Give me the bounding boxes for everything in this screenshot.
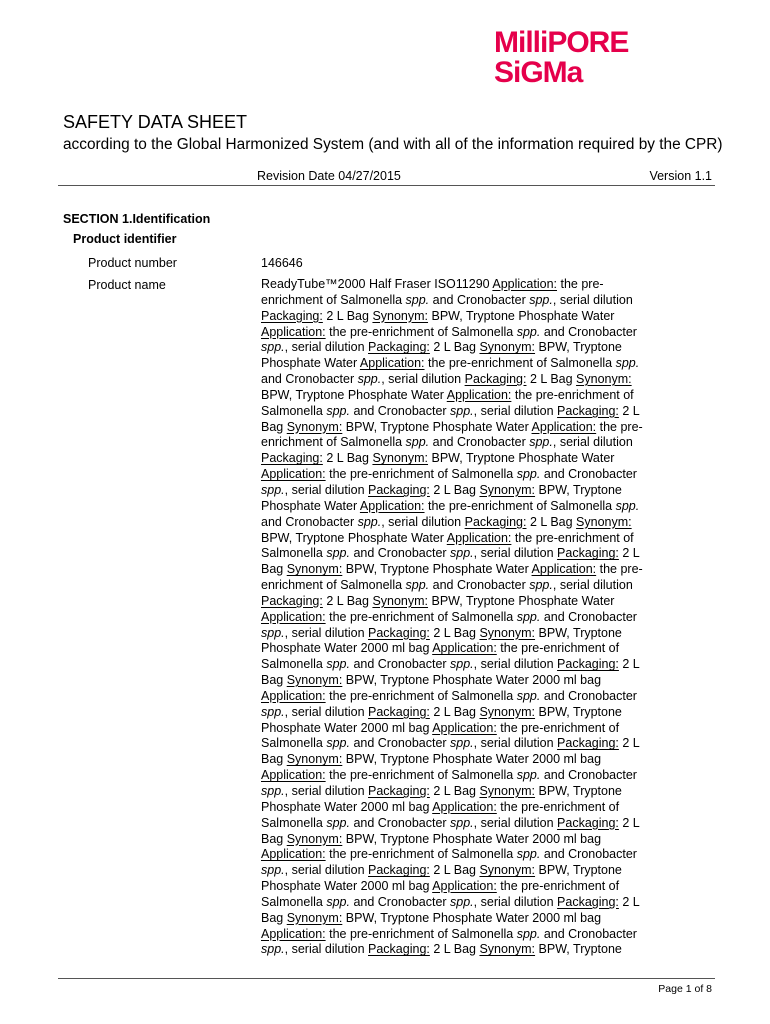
product-name-line (261, 578, 661, 594)
product-name-line (261, 816, 661, 832)
text-run: 2 L Bag (429, 482, 480, 497)
text-run: enrichment of Salmonella (261, 578, 406, 593)
text-run: 2 L Bag (429, 863, 480, 878)
field-label: Synonym: (286, 562, 343, 577)
italic-term: spp. (450, 894, 474, 909)
italic-term: spp. (326, 546, 350, 561)
text-run: 2 L (618, 657, 640, 672)
text-run: Phosphate Water 2000 ml bag (261, 720, 433, 735)
text-run: 2 L (618, 894, 640, 909)
field-label: Synonym: (479, 625, 536, 640)
text-run: , serial dilution (473, 815, 558, 830)
text-run: , serial dilution (284, 784, 369, 798)
italic-term: spp. (450, 815, 474, 830)
text-run: Phosphate Water 2000 ml bag (261, 641, 433, 656)
text-run: BPW, Tryptone Phosphate Water (342, 419, 532, 434)
text-run: 2 L Bag (429, 704, 480, 719)
italic-term: spp. (615, 498, 640, 513)
italic-term: spp. (516, 847, 541, 862)
text-run: 2 L Bag (526, 372, 577, 387)
text-run: and Cronobacter (349, 736, 451, 751)
italic-term: spp. (529, 292, 553, 307)
product-name-line (261, 515, 661, 531)
footer-divider (58, 978, 715, 979)
text-run: and Cronobacter (349, 815, 451, 830)
italic-term: spp. (516, 467, 541, 482)
text-run: the pre-enrichment of (496, 641, 620, 656)
text-run: the pre-enrichment of (511, 530, 634, 545)
text-run: and Cronobacter (540, 324, 637, 339)
text-run: , serial dilution (473, 894, 558, 909)
text-run: and Cronobacter (261, 514, 358, 529)
italic-term: spp. (261, 784, 285, 798)
text-run: Salmonella (261, 546, 327, 561)
product-name-line (261, 927, 661, 943)
text-run: , serial dilution (552, 292, 633, 307)
italic-term: spp. (326, 815, 350, 830)
product-name-line (261, 673, 661, 689)
field-label: Synonym: (479, 340, 536, 355)
logo-line-2: SiGMa (494, 56, 583, 86)
logo-line-1: MilliPORE (494, 26, 629, 59)
text-run: , serial dilution (552, 578, 633, 593)
field-label: Packaging: (557, 894, 619, 909)
italic-term: spp. (261, 340, 285, 355)
text-run: Bag (261, 419, 287, 434)
italic-term: spp. (516, 324, 541, 339)
text-run: and Cronobacter (540, 847, 637, 862)
field-label: Synonym: (576, 514, 632, 529)
product-name-line (261, 705, 661, 721)
page-number: Page 1 of 8 (658, 983, 712, 995)
product-name-line (261, 467, 661, 483)
text-run: BPW, Tryptone (535, 625, 622, 640)
field-label: Application: (359, 356, 425, 371)
text-run: Bag (261, 910, 287, 925)
field-label: Synonym: (286, 419, 343, 434)
product-name-line (261, 340, 661, 356)
text-run: BPW, Tryptone Phosphate Water 2000 ml bag (342, 752, 602, 767)
text-run: the pre-enrichment of Salmonella (325, 324, 517, 339)
text-run: BPW, Tryptone (535, 340, 622, 355)
italic-term: spp. (529, 578, 553, 593)
text-run: , serial dilution (381, 514, 465, 529)
italic-term: spp. (450, 736, 474, 751)
field-label: Application: (261, 768, 326, 783)
field-label: Application: (446, 387, 512, 402)
field-label: Packaging: (557, 815, 619, 830)
product-name-line (261, 531, 661, 547)
text-run: the pre-enrichment of (496, 799, 620, 814)
text-run: BPW, Tryptone (535, 942, 622, 957)
text-run: the pre-enrichment of (496, 879, 620, 894)
product-name-value (261, 277, 661, 958)
italic-term: spp. (326, 403, 350, 418)
text-run: the pre- (557, 277, 604, 291)
field-label: Synonym: (479, 784, 536, 798)
text-run: and Cronobacter (261, 372, 358, 387)
italic-term: spp. (516, 688, 541, 703)
product-name-line (261, 435, 661, 451)
text-run: BPW, Tryptone Phosphate Water 2000 ml bag (342, 910, 602, 925)
product-name-line (261, 309, 661, 325)
product-name-line (261, 388, 661, 404)
product-name-line (261, 483, 661, 499)
text-run: , serial dilution (284, 482, 369, 497)
text-run: and Cronobacter (349, 894, 451, 909)
text-run: Bag (261, 831, 287, 846)
field-label: Application: (261, 688, 326, 703)
text-run: Phosphate Water (261, 498, 360, 513)
text-run: the pre-enrichment of (496, 720, 620, 735)
italic-term: spp. (516, 768, 541, 783)
text-run: the pre-enrichment of Salmonella (325, 688, 517, 703)
text-run: 2 L (618, 546, 640, 561)
product-name-line (261, 293, 661, 309)
text-run: Phosphate Water (261, 356, 360, 371)
product-number-label: Product number (88, 256, 177, 270)
text-run: 2 L Bag (322, 308, 373, 323)
product-name-line (261, 879, 661, 895)
text-run: 2 L (618, 815, 640, 830)
text-run: and Cronobacter (540, 768, 637, 783)
italic-term: spp. (405, 435, 430, 450)
text-run: the pre-enrichment of Salmonella (325, 768, 517, 783)
italic-term: spp. (261, 704, 285, 719)
product-name-line (261, 356, 661, 372)
section-heading: SECTION 1.Identification (63, 212, 211, 226)
header-divider (58, 185, 715, 186)
text-run: , serial dilution (473, 736, 558, 751)
text-run: the pre-enrichment of Salmonella (424, 356, 616, 371)
product-name-line (261, 404, 661, 420)
product-name-line (261, 626, 661, 642)
text-run: the pre-enrichment of Salmonella (325, 926, 517, 941)
field-label: Packaging: (557, 657, 619, 672)
product-name-line (261, 325, 661, 341)
text-run: Bag (261, 562, 287, 577)
italic-term: spp. (261, 942, 285, 957)
text-run: Salmonella (261, 403, 327, 418)
product-name-line (261, 594, 661, 610)
italic-term: spp. (261, 863, 285, 878)
field-label: Synonym: (372, 593, 429, 608)
text-run: enrichment of Salmonella (261, 435, 406, 450)
field-label: Application: (261, 609, 326, 624)
text-run: the pre-enrichment of Salmonella (325, 467, 517, 482)
italic-term: spp. (615, 356, 640, 371)
field-label: Packaging: (368, 863, 430, 878)
text-run: , serial dilution (473, 546, 558, 561)
text-run: , serial dilution (284, 863, 369, 878)
field-label: Application: (432, 879, 497, 894)
text-run: BPW, Tryptone Phosphate Water (428, 593, 615, 608)
field-label: Application: (261, 324, 326, 339)
field-label: Application: (261, 467, 326, 482)
italic-term: spp. (516, 609, 541, 624)
field-label: Synonym: (479, 863, 536, 878)
text-run: Salmonella (261, 815, 327, 830)
text-run: and Cronobacter (540, 609, 637, 624)
text-run: BPW, Tryptone (535, 482, 622, 497)
text-run: and Cronobacter (349, 403, 451, 418)
text-run: 2 L Bag (322, 451, 373, 466)
text-run: Salmonella (261, 657, 327, 672)
field-label: Synonym: (576, 372, 632, 387)
product-name-line (261, 800, 661, 816)
text-run: Phosphate Water 2000 ml bag (261, 879, 433, 894)
field-label: Synonym: (479, 704, 536, 719)
text-run: 2 L Bag (429, 625, 480, 640)
text-run: the pre-enrichment of Salmonella (325, 609, 517, 624)
text-run: the pre- (596, 419, 643, 434)
product-name-line (261, 832, 661, 848)
product-name-label: Product name (88, 278, 166, 292)
field-label: Application: (432, 720, 497, 735)
text-run: 2 L (618, 736, 640, 751)
italic-term: spp. (261, 482, 285, 497)
field-label: Packaging: (261, 451, 323, 466)
product-name-line (261, 372, 661, 388)
text-run: and Cronobacter (429, 435, 530, 450)
text-run: , serial dilution (473, 403, 558, 418)
product-number-value: 146646 (261, 256, 303, 270)
text-run: BPW, Tryptone Phosphate Water (261, 530, 447, 545)
field-label: Packaging: (557, 403, 619, 418)
field-label: Synonym: (286, 910, 343, 925)
text-run: , serial dilution (284, 942, 369, 957)
field-label: Synonym: (479, 482, 536, 497)
field-label: Synonym: (372, 451, 429, 466)
revision-date: Revision Date 04/27/2015 (257, 169, 401, 183)
field-label: Packaging: (368, 704, 430, 719)
italic-term: spp. (326, 736, 350, 751)
document-title: SAFETY DATA SHEET (63, 112, 248, 132)
text-run: the pre-enrichment of (511, 387, 634, 402)
italic-term: spp. (326, 894, 350, 909)
millipore-sigma-logo (494, 24, 718, 86)
italic-term: spp. (450, 546, 474, 561)
text-run: 2 L Bag (526, 514, 577, 529)
field-label: Packaging: (368, 942, 430, 957)
text-run: BPW, Tryptone Phosphate Water (428, 451, 615, 466)
product-name-line (261, 768, 661, 784)
product-name-line (261, 784, 661, 800)
field-label: Application: (531, 562, 597, 577)
field-label: Packaging: (368, 625, 430, 640)
text-run: BPW, Tryptone (535, 704, 622, 719)
product-name-line (261, 546, 661, 562)
text-run: 2 L Bag (429, 340, 480, 355)
field-label: Application: (432, 641, 497, 656)
field-label: Application: (446, 530, 512, 545)
text-run: and Cronobacter (429, 578, 530, 593)
field-label: Application: (261, 847, 326, 862)
text-run: ReadyTube™2000 Half Fraser ISO11290 (261, 277, 493, 291)
field-label: Packaging: (557, 546, 619, 561)
text-run: , serial dilution (284, 340, 369, 355)
text-run: 2 L Bag (322, 593, 373, 608)
product-name-line (261, 657, 661, 673)
text-run: Salmonella (261, 894, 327, 909)
text-run: BPW, Tryptone Phosphate Water (342, 562, 532, 577)
product-name-line (261, 641, 661, 657)
product-name-line (261, 562, 661, 578)
text-run: BPW, Tryptone Phosphate Water (428, 308, 615, 323)
text-run: Bag (261, 673, 287, 688)
text-run: , serial dilution (473, 657, 558, 672)
product-name-line (261, 689, 661, 705)
text-run: and Cronobacter (429, 292, 530, 307)
italic-term: spp. (405, 578, 430, 593)
field-label: Synonym: (286, 673, 343, 688)
italic-term: spp. (405, 292, 430, 307)
product-name-line (261, 752, 661, 768)
product-name-line (261, 499, 661, 515)
product-name-line (261, 942, 661, 958)
text-run: and Cronobacter (349, 546, 451, 561)
product-name-line (261, 847, 661, 863)
field-label: Packaging: (261, 593, 323, 608)
field-label: Packaging: (368, 340, 430, 355)
text-run: and Cronobacter (540, 688, 637, 703)
field-label: Application: (359, 498, 425, 513)
product-name-line (261, 721, 661, 737)
field-label: Synonym: (286, 831, 343, 846)
text-run: the pre-enrichment of Salmonella (424, 498, 616, 513)
italic-term: spp. (261, 625, 285, 640)
text-run: Bag (261, 752, 287, 767)
product-name-line (261, 863, 661, 879)
field-label: Packaging: (464, 514, 527, 529)
version: Version 1.1 (649, 169, 712, 183)
field-label: Packaging: (557, 736, 619, 751)
subsection-heading: Product identifier (73, 232, 177, 246)
product-name-line (261, 277, 661, 293)
text-run: the pre- (596, 562, 643, 577)
text-run: and Cronobacter (540, 926, 637, 941)
field-label: Application: (531, 419, 597, 434)
field-label: Application: (261, 926, 326, 941)
field-label: Packaging: (464, 372, 527, 387)
italic-term: spp. (450, 657, 474, 672)
document-subtitle: according to the Global Harmonized System (and with all of the information required by the CPR) (63, 136, 723, 153)
text-run: BPW, Tryptone Phosphate Water 2000 ml bag (342, 673, 602, 688)
product-name-line (261, 420, 661, 436)
field-label: Application: (492, 277, 558, 291)
text-run: enrichment of Salmonella (261, 292, 406, 307)
text-run: , serial dilution (284, 704, 369, 719)
text-run: BPW, Tryptone (535, 863, 622, 878)
italic-term: spp. (516, 926, 541, 941)
field-label: Synonym: (286, 752, 343, 767)
text-run: BPW, Tryptone (535, 784, 622, 798)
text-run: 2 L Bag (429, 784, 480, 798)
text-run: BPW, Tryptone Phosphate Water (261, 387, 447, 402)
text-run: 2 L (618, 403, 640, 418)
field-label: Synonym: (479, 942, 536, 957)
text-run: Salmonella (261, 736, 327, 751)
field-label: Packaging: (368, 482, 430, 497)
italic-term: spp. (357, 372, 382, 387)
product-name-line (261, 610, 661, 626)
product-name-line (261, 895, 661, 911)
product-name-line (261, 451, 661, 467)
field-label: Synonym: (372, 308, 429, 323)
product-name-line (261, 736, 661, 752)
italic-term: spp. (450, 403, 474, 418)
text-run: , serial dilution (284, 625, 369, 640)
field-label: Packaging: (368, 784, 430, 798)
field-label: Application: (432, 799, 497, 814)
text-run: the pre-enrichment of Salmonella (325, 847, 517, 862)
text-run: , serial dilution (552, 435, 633, 450)
text-run: Phosphate Water 2000 ml bag (261, 799, 433, 814)
product-name-line (261, 911, 661, 927)
text-run: BPW, Tryptone Phosphate Water 2000 ml bag (342, 831, 602, 846)
italic-term: spp. (357, 514, 382, 529)
text-run: and Cronobacter (349, 657, 451, 672)
text-run: , serial dilution (381, 372, 465, 387)
field-label: Packaging: (261, 308, 323, 323)
text-run: 2 L Bag (429, 942, 480, 957)
italic-term: spp. (529, 435, 553, 450)
text-run: and Cronobacter (540, 467, 637, 482)
italic-term: spp. (326, 657, 350, 672)
